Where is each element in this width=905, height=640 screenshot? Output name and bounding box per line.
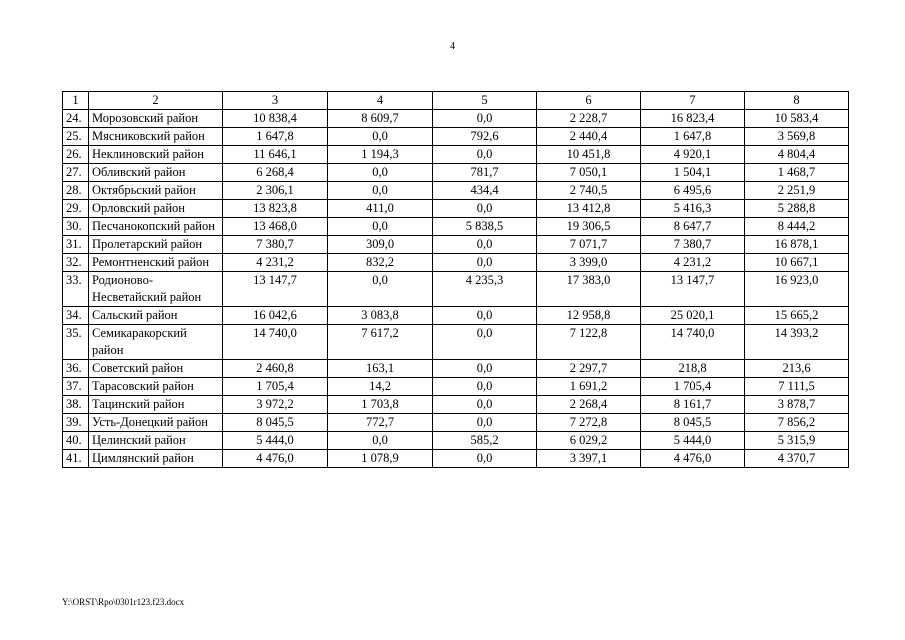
value-cell: 13 147,7 <box>223 272 328 307</box>
value-cell: 1 703,8 <box>328 396 433 414</box>
value-cell: 781,7 <box>433 164 537 182</box>
value-cell: 0,0 <box>328 182 433 200</box>
value-cell: 10 838,4 <box>223 110 328 128</box>
value-cell: 7 272,8 <box>537 414 641 432</box>
value-cell: 2 440,4 <box>537 128 641 146</box>
table-row <box>63 272 849 307</box>
district-name: Семикаракорский район <box>89 325 223 360</box>
district-name: Обливский район <box>89 164 223 182</box>
value-cell: 1 194,3 <box>328 146 433 164</box>
value-cell: 25 020,1 <box>641 307 745 325</box>
value-cell: 13 823,8 <box>223 200 328 218</box>
value-cell: 14,2 <box>328 378 433 396</box>
value-cell: 0,0 <box>433 200 537 218</box>
row-number: 27. <box>63 164 89 182</box>
value-cell: 8 609,7 <box>328 110 433 128</box>
value-cell: 12 958,8 <box>537 307 641 325</box>
value-cell: 792,6 <box>433 128 537 146</box>
value-cell: 8 045,5 <box>641 414 745 432</box>
value-cell: 7 071,7 <box>537 236 641 254</box>
value-cell: 2 228,7 <box>537 110 641 128</box>
data-table <box>62 91 849 468</box>
table-row <box>63 414 849 432</box>
value-cell: 4 476,0 <box>223 450 328 468</box>
table-row <box>63 164 849 182</box>
table-row <box>63 128 849 146</box>
table-row <box>63 200 849 218</box>
district-name: Сальский район <box>89 307 223 325</box>
column-header: 2 <box>89 92 223 110</box>
value-cell: 8 647,7 <box>641 218 745 236</box>
district-name: Ремонтненский район <box>89 254 223 272</box>
value-cell: 19 306,5 <box>537 218 641 236</box>
value-cell: 5 315,9 <box>745 432 849 450</box>
value-cell: 0,0 <box>328 432 433 450</box>
value-cell: 13 468,0 <box>223 218 328 236</box>
row-number: 29. <box>63 200 89 218</box>
row-number: 37. <box>63 378 89 396</box>
value-cell: 5 288,8 <box>745 200 849 218</box>
value-cell: 2 297,7 <box>537 360 641 378</box>
value-cell: 2 740,5 <box>537 182 641 200</box>
value-cell: 0,0 <box>433 378 537 396</box>
value-cell: 4 804,4 <box>745 146 849 164</box>
value-cell: 15 665,2 <box>745 307 849 325</box>
value-cell: 14 393,2 <box>745 325 849 360</box>
row-number: 25. <box>63 128 89 146</box>
value-cell: 6 495,6 <box>641 182 745 200</box>
value-cell: 2 306,1 <box>223 182 328 200</box>
value-cell: 4 231,2 <box>223 254 328 272</box>
value-cell: 13 147,7 <box>641 272 745 307</box>
row-number: 40. <box>63 432 89 450</box>
value-cell: 10 451,8 <box>537 146 641 164</box>
row-number: 31. <box>63 236 89 254</box>
value-cell: 0,0 <box>328 272 433 307</box>
value-cell: 213,6 <box>745 360 849 378</box>
district-name: Усть-Донецкий район <box>89 414 223 432</box>
table-row <box>63 307 849 325</box>
value-cell: 14 740,0 <box>641 325 745 360</box>
value-cell: 4 231,2 <box>641 254 745 272</box>
district-name: Родионово-Несветайский район <box>89 272 223 307</box>
value-cell: 1 647,8 <box>223 128 328 146</box>
district-name: Тарасовский район <box>89 378 223 396</box>
district-name: Песчанокопский район <box>89 218 223 236</box>
value-cell: 2 460,8 <box>223 360 328 378</box>
value-cell: 8 045,5 <box>223 414 328 432</box>
value-cell: 0,0 <box>433 450 537 468</box>
value-cell: 0,0 <box>328 218 433 236</box>
value-cell: 7 122,8 <box>537 325 641 360</box>
value-cell: 411,0 <box>328 200 433 218</box>
table-row <box>63 432 849 450</box>
value-cell: 14 740,0 <box>223 325 328 360</box>
table-row <box>63 378 849 396</box>
value-cell: 2 268,4 <box>537 396 641 414</box>
value-cell: 0,0 <box>328 164 433 182</box>
district-name: Тацинский район <box>89 396 223 414</box>
value-cell: 10 667,1 <box>745 254 849 272</box>
value-cell: 434,4 <box>433 182 537 200</box>
value-cell: 17 383,0 <box>537 272 641 307</box>
value-cell: 585,2 <box>433 432 537 450</box>
value-cell: 0,0 <box>433 307 537 325</box>
value-cell: 11 646,1 <box>223 146 328 164</box>
value-cell: 7 380,7 <box>223 236 328 254</box>
value-cell: 0,0 <box>433 236 537 254</box>
page-number: 4 <box>450 41 455 52</box>
table-row <box>63 254 849 272</box>
value-cell: 1 078,9 <box>328 450 433 468</box>
value-cell: 3 569,8 <box>745 128 849 146</box>
column-header: 8 <box>745 92 849 110</box>
header-row <box>63 92 849 110</box>
value-cell: 8 161,7 <box>641 396 745 414</box>
value-cell: 3 972,2 <box>223 396 328 414</box>
row-number: 28. <box>63 182 89 200</box>
column-header: 3 <box>223 92 328 110</box>
column-header: 7 <box>641 92 745 110</box>
row-number: 26. <box>63 146 89 164</box>
table-row <box>63 396 849 414</box>
value-cell: 10 583,4 <box>745 110 849 128</box>
value-cell: 1 647,8 <box>641 128 745 146</box>
value-cell: 0,0 <box>328 128 433 146</box>
value-cell: 0,0 <box>433 110 537 128</box>
value-cell: 16 923,0 <box>745 272 849 307</box>
row-number: 38. <box>63 396 89 414</box>
district-name: Целинский район <box>89 432 223 450</box>
value-cell: 6 029,2 <box>537 432 641 450</box>
value-cell: 309,0 <box>328 236 433 254</box>
row-number: 36. <box>63 360 89 378</box>
value-cell: 3 399,0 <box>537 254 641 272</box>
column-header: 4 <box>328 92 433 110</box>
value-cell: 4 476,0 <box>641 450 745 468</box>
row-number: 33. <box>63 272 89 307</box>
row-number: 30. <box>63 218 89 236</box>
column-header: 5 <box>433 92 537 110</box>
value-cell: 7 111,5 <box>745 378 849 396</box>
table-row <box>63 236 849 254</box>
table-row <box>63 182 849 200</box>
row-number: 35. <box>63 325 89 360</box>
value-cell: 7 050,1 <box>537 164 641 182</box>
footer-file-path: Y:\ORST\Rpo\0301r123.f23.docx <box>62 597 185 607</box>
value-cell: 6 268,4 <box>223 164 328 182</box>
district-name: Мясниковский район <box>89 128 223 146</box>
value-cell: 8 444,2 <box>745 218 849 236</box>
value-cell: 3 878,7 <box>745 396 849 414</box>
district-name: Советский район <box>89 360 223 378</box>
value-cell: 16 878,1 <box>745 236 849 254</box>
value-cell: 0,0 <box>433 360 537 378</box>
value-cell: 163,1 <box>328 360 433 378</box>
value-cell: 7 856,2 <box>745 414 849 432</box>
value-cell: 1 691,2 <box>537 378 641 396</box>
district-name: Октябрьский район <box>89 182 223 200</box>
district-name: Орловский район <box>89 200 223 218</box>
value-cell: 4 370,7 <box>745 450 849 468</box>
value-cell: 7 617,2 <box>328 325 433 360</box>
row-number: 39. <box>63 414 89 432</box>
table-row <box>63 218 849 236</box>
value-cell: 5 444,0 <box>641 432 745 450</box>
row-number: 32. <box>63 254 89 272</box>
row-number: 34. <box>63 307 89 325</box>
value-cell: 1 705,4 <box>641 378 745 396</box>
table-row <box>63 325 849 360</box>
value-cell: 218,8 <box>641 360 745 378</box>
value-cell: 5 838,5 <box>433 218 537 236</box>
value-cell: 2 251,9 <box>745 182 849 200</box>
value-cell: 832,2 <box>328 254 433 272</box>
value-cell: 0,0 <box>433 146 537 164</box>
district-name: Неклиновский район <box>89 146 223 164</box>
value-cell: 0,0 <box>433 414 537 432</box>
district-name: Морозовский район <box>89 110 223 128</box>
value-cell: 3 397,1 <box>537 450 641 468</box>
table-row <box>63 146 849 164</box>
value-cell: 1 504,1 <box>641 164 745 182</box>
row-number: 24. <box>63 110 89 128</box>
table-row <box>63 110 849 128</box>
value-cell: 4 235,3 <box>433 272 537 307</box>
table-row <box>63 360 849 378</box>
value-cell: 4 920,1 <box>641 146 745 164</box>
value-cell: 7 380,7 <box>641 236 745 254</box>
value-cell: 5 416,3 <box>641 200 745 218</box>
value-cell: 3 083,8 <box>328 307 433 325</box>
table-row <box>63 450 849 468</box>
value-cell: 0,0 <box>433 396 537 414</box>
value-cell: 0,0 <box>433 325 537 360</box>
value-cell: 1 468,7 <box>745 164 849 182</box>
value-cell: 16 823,4 <box>641 110 745 128</box>
value-cell: 16 042,6 <box>223 307 328 325</box>
value-cell: 1 705,4 <box>223 378 328 396</box>
value-cell: 0,0 <box>433 254 537 272</box>
value-cell: 772,7 <box>328 414 433 432</box>
row-number: 41. <box>63 450 89 468</box>
value-cell: 5 444,0 <box>223 432 328 450</box>
value-cell: 13 412,8 <box>537 200 641 218</box>
district-name: Цимлянский район <box>89 450 223 468</box>
district-name: Пролетарский район <box>89 236 223 254</box>
column-header: 1 <box>63 92 89 110</box>
column-header: 6 <box>537 92 641 110</box>
